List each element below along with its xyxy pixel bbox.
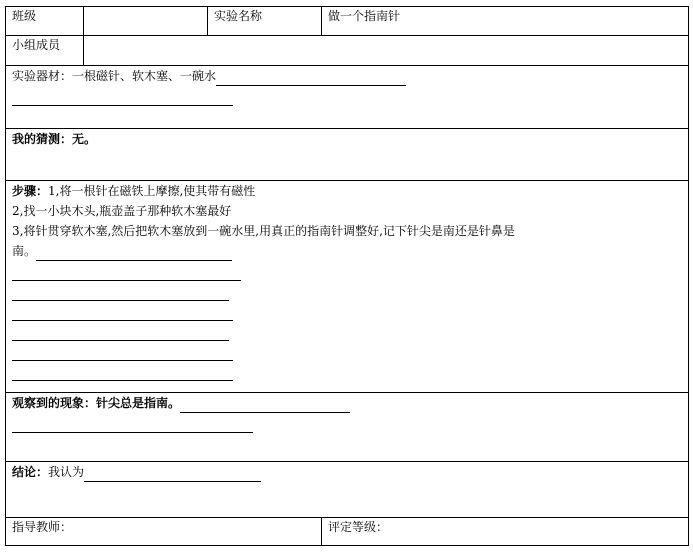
members-label: 小组成员 — [6, 36, 84, 66]
materials-blank-line[interactable] — [12, 86, 233, 106]
guess-cell[interactable] — [6, 129, 689, 181]
steps-blank-line-6[interactable] — [12, 361, 233, 381]
materials-blank[interactable] — [216, 71, 406, 86]
steps-blank-line-2[interactable] — [12, 281, 229, 301]
steps-blank-line-3[interactable] — [12, 301, 233, 321]
teacher-cell[interactable] — [6, 518, 322, 546]
steps-blank-line-5[interactable] — [12, 341, 233, 361]
teacher-label: 指导教师： — [12, 520, 73, 534]
grade-cell[interactable] — [322, 518, 689, 546]
grade-label: 评定等级： — [328, 520, 389, 534]
conclusion-cell[interactable] — [6, 462, 689, 518]
materials-text: 一根磁针、软木塞、一碗水 — [72, 69, 217, 83]
observation-blank-line[interactable] — [12, 413, 253, 433]
footer-row — [6, 518, 689, 546]
step-1: 1,将一根针在磁铁上摩擦,使其带有磁性 — [48, 184, 256, 198]
conclusion-text: 我认为 — [48, 465, 85, 479]
steps-blank[interactable] — [36, 246, 232, 261]
materials-cell[interactable] — [6, 66, 689, 129]
observation-label: 观察到的现象： — [12, 396, 97, 410]
step-3-continued: 南。 — [12, 244, 37, 258]
steps-blank-line-1[interactable] — [12, 261, 241, 281]
guess-row — [6, 129, 689, 181]
steps-row — [6, 181, 689, 393]
members-row — [6, 36, 689, 66]
step-2: 2,找一小块木头,瓶壶盖子那种软木塞最好 — [12, 204, 232, 218]
steps-label: 步骤： — [12, 184, 49, 198]
step-3: 3,将针贯穿软木塞,然后把软木塞放到一碗水里,用真正的指南针调整好,记下针尖是南还是针鼻是 — [12, 224, 515, 238]
observation-text: 针尖总是指南。 — [96, 396, 181, 410]
observation-row — [6, 393, 689, 462]
guess-text: 无。 — [72, 132, 97, 146]
report-table — [5, 6, 689, 546]
materials-row — [6, 66, 689, 129]
header-row — [6, 7, 689, 36]
steps-blank-line-4[interactable] — [12, 321, 229, 341]
guess-label: 我的猜测： — [12, 132, 73, 146]
conclusion-blank[interactable] — [84, 467, 261, 482]
observation-cell[interactable] — [6, 393, 689, 462]
members-field[interactable] — [84, 36, 689, 66]
experiment-name-label: 实验名称 — [208, 7, 322, 36]
conclusion-label: 结论： — [12, 465, 49, 479]
observation-blank[interactable] — [180, 398, 350, 413]
materials-label: 实验器材： — [12, 69, 73, 83]
class-label: 班级 — [6, 7, 84, 36]
experiment-name-field[interactable]: 做一个指南针 — [322, 7, 689, 36]
steps-cell[interactable] — [6, 181, 689, 393]
class-field[interactable] — [84, 7, 208, 36]
conclusion-row — [6, 462, 689, 518]
